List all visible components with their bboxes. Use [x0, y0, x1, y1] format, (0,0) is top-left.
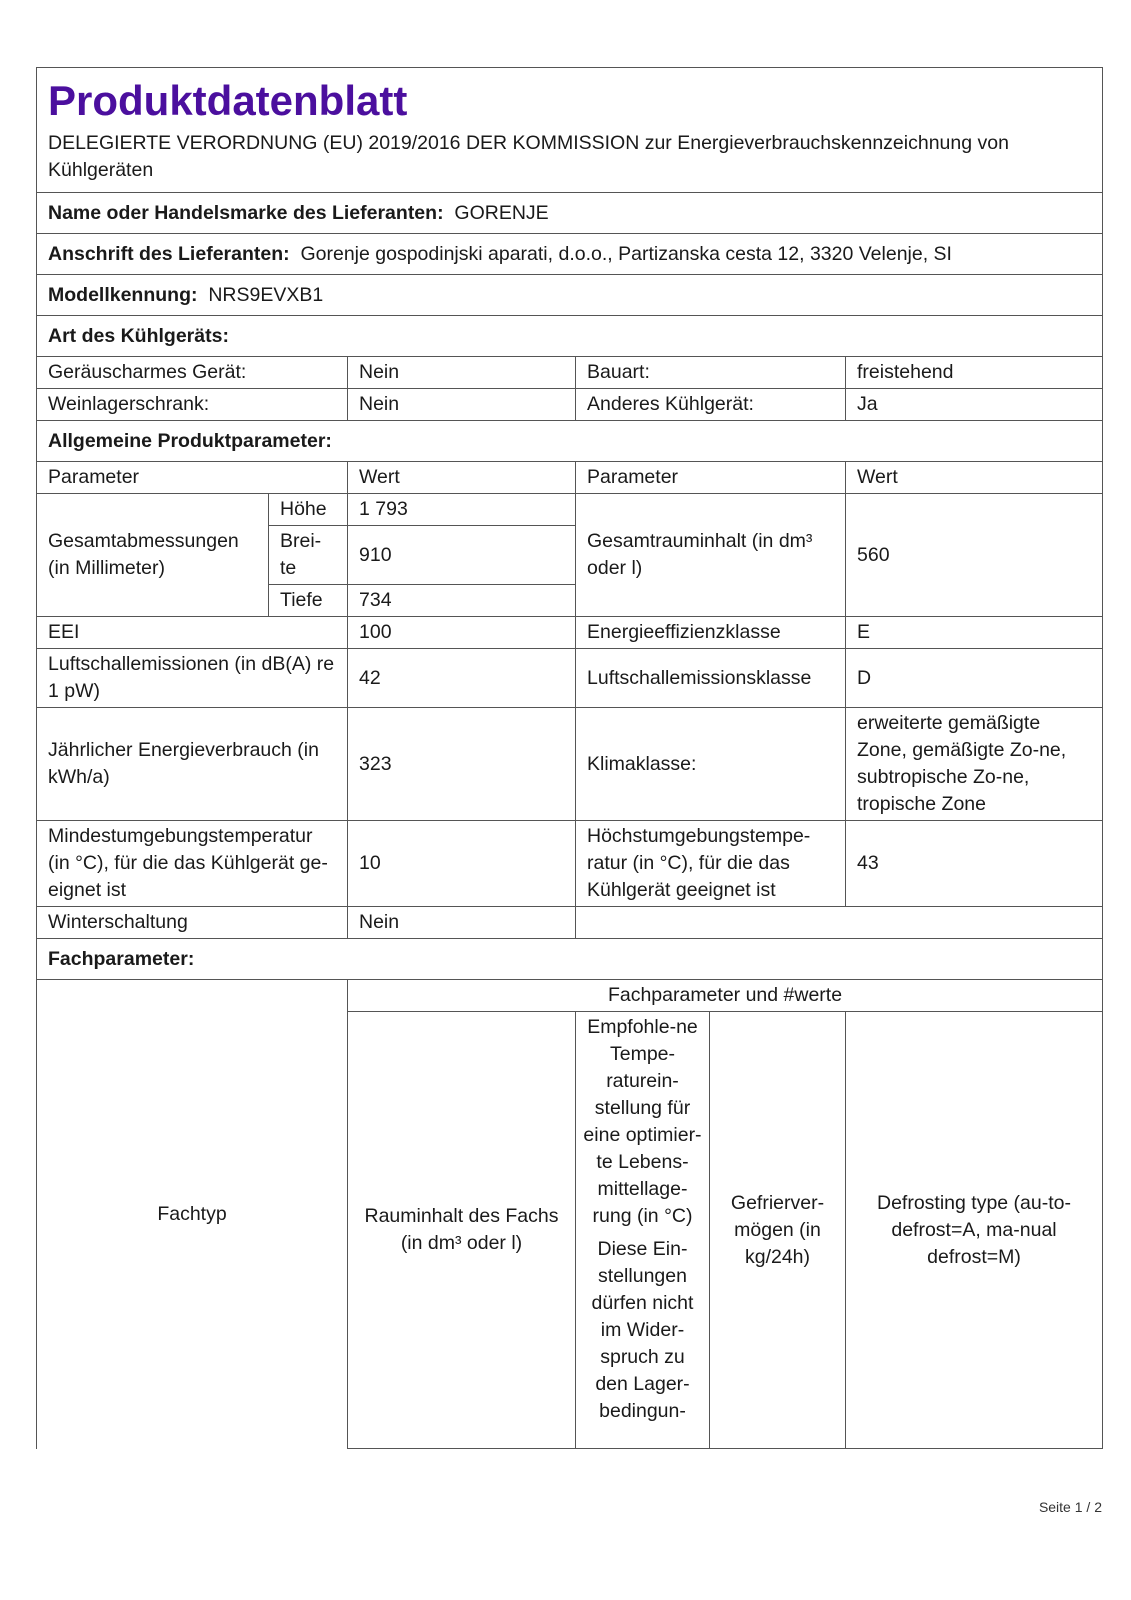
- total-volume-value: 560: [846, 494, 1103, 617]
- depth-value: 734: [348, 585, 576, 617]
- min-ambient-temp-value: 10: [348, 821, 576, 907]
- model-value: NRS9EVXB1: [208, 283, 324, 306]
- model-row: [37, 275, 1103, 316]
- low-noise-label: Geräuscharmes Gerät:: [37, 357, 348, 389]
- climate-class-value: erweiterte gemäßigte Zone, gemäßigte Zo-ne, subtropische Zo-ne, tropische Zone: [846, 708, 1103, 821]
- other-appliance-value: Ja: [846, 389, 1103, 421]
- col-value-header: Wert: [348, 462, 576, 494]
- general-section-heading: Allgemeine Produktparameter:: [37, 421, 1103, 462]
- annual-energy-label: Jährlicher Energieverbrauch (in kWh/a): [37, 708, 348, 821]
- compartment-volume-header: Rauminhalt des Fachs (in dm³ oder l): [348, 1012, 576, 1449]
- noise-emission-label: Luftschallemissionen (in dB(A) re 1 pW): [37, 649, 348, 708]
- noise-class-value: D: [846, 649, 1103, 708]
- type-section-heading: Art des Kühlgeräts:: [37, 316, 1103, 357]
- energy-class-value: E: [846, 617, 1103, 649]
- design-label: Bauart:: [576, 357, 846, 389]
- noise-emission-value: 42: [348, 649, 576, 708]
- defrost-type-header: Defrosting type (au-to-defrost=A, ma-nual defrost=M): [846, 1012, 1103, 1449]
- page-label: Seite: [1038, 1499, 1071, 1515]
- winter-setting-value: Nein: [348, 907, 576, 939]
- empty-cell: [576, 907, 1103, 939]
- max-ambient-temp-label: Höchstumgebungstempe-ratur (in °C), für die das Kühlgerät geeignet ist: [576, 821, 846, 907]
- supplier-name-label: Name oder Handelsmarke des Lieferanten:: [48, 201, 444, 224]
- page-number: 1 / 2: [1074, 1499, 1102, 1515]
- climate-class-label: Klimaklasse:: [576, 708, 846, 821]
- low-noise-value: Nein: [348, 357, 576, 389]
- col-parameter-header-2: Parameter: [576, 462, 846, 494]
- page-title: Produktdatenblatt: [48, 77, 408, 124]
- depth-label: Tiefe: [269, 585, 348, 617]
- compartment-section-heading: Fachparameter:: [37, 939, 1103, 980]
- eei-label: EEI: [37, 617, 348, 649]
- freezing-capacity-header: Gefrierver-mögen (in kg/24h): [710, 1012, 846, 1449]
- total-volume-label: Gesamtrauminhalt (in dm³ oder l): [576, 494, 846, 617]
- col-parameter-header: Parameter: [37, 462, 348, 494]
- width-label: Brei-te: [269, 526, 348, 585]
- annual-energy-value: 323: [348, 708, 576, 821]
- model-label: Modellkennung:: [48, 283, 198, 306]
- storage-conditions-note: Diese Ein-stellungen dürfen nicht im Wider-spruch zu den Lager-bedingun-: [591, 1238, 694, 1422]
- supplier-address-label: Anschrift des Lieferanten:: [48, 242, 290, 265]
- height-value: 1 793: [348, 494, 576, 526]
- page-footer: [1039, 1499, 1102, 1515]
- supplier-name-value: GORENJE: [454, 201, 549, 224]
- compartment-group-header: Fachparameter und #werte: [348, 980, 1103, 1012]
- recommended-temp-header: [576, 1012, 710, 1449]
- design-value: freistehend: [846, 357, 1103, 389]
- supplier-address-value: Gorenje gospodinjski aparati, d.o.o., Partizanska cesta 12, 3320 Velenje, SI: [300, 242, 952, 265]
- eei-value: 100: [348, 617, 576, 649]
- regulation-subtitle: DELEGIERTE VERORDNUNG (EU) 2019/2016 DER KOMMISSION zur Energieverbrauchskennzeichnung von Kühlgeräten: [48, 132, 1009, 181]
- supplier-address-row: [37, 234, 1103, 275]
- width-value: 910: [348, 526, 576, 585]
- datasheet-page: [36, 67, 1102, 1449]
- max-ambient-temp-value: 43: [846, 821, 1103, 907]
- dimensions-label: Gesamtabmessungen (in Millimeter): [37, 494, 269, 617]
- col-value-header-2: Wert: [846, 462, 1103, 494]
- wine-cabinet-value: Nein: [348, 389, 576, 421]
- supplier-name-row: [37, 193, 1103, 234]
- noise-class-label: Luftschallemissionsklasse: [576, 649, 846, 708]
- wine-cabinet-label: Weinlagerschrank:: [37, 389, 348, 421]
- height-label: Höhe: [269, 494, 348, 526]
- other-appliance-label: Anderes Kühlgerät:: [576, 389, 846, 421]
- recommended-temp-text: Empfohle-ne Tempe-raturein-stellung für eine optimier-te Lebens-mittellage-rung (in °C): [583, 1016, 702, 1227]
- min-ambient-temp-label: Mindestumgebungstemperatur (in °C), für die das Kühlgerät ge-eignet ist: [37, 821, 348, 907]
- compartment-type-header: Fachtyp: [37, 980, 348, 1449]
- winter-setting-label: Winterschaltung: [37, 907, 348, 939]
- datasheet-table: [36, 67, 1103, 1449]
- energy-class-label: Energieeffizienzklasse: [576, 617, 846, 649]
- title-cell: [37, 68, 1103, 193]
